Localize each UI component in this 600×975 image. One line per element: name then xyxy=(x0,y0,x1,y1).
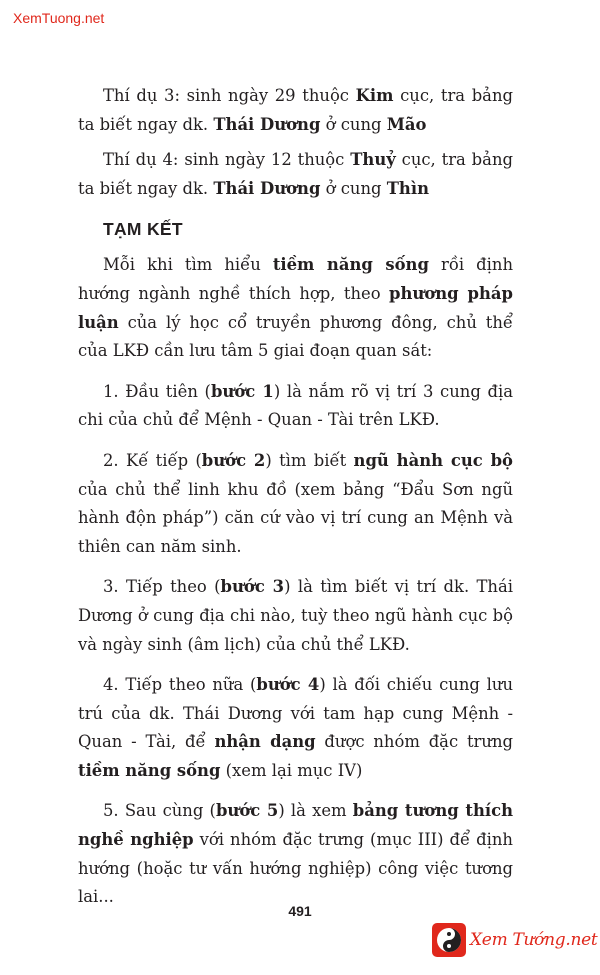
example-4-paragraph: Thí dụ 4: sinh ngày 12 thuộc Thuỷ cục, tra bảng ta biết ngay dk. Thái Dương ở cung Thìn xyxy=(78,150,513,198)
site-watermark: XemTuong.net xyxy=(13,10,105,26)
section-heading: TẠM KẾT xyxy=(103,219,183,240)
intro-paragraph: Mỗi khi tìm hiểu tiềm năng sống rồi định hướng ngành nghề thích hợp, theo phương pháp luận của lý học cổ truyền phương đông, chủ thể của LKĐ cần lưu tâm 5 giai đoạn quan sát: xyxy=(78,255,513,361)
page-body xyxy=(78,82,513,912)
step-1-paragraph: 1. Đầu tiên (bước 1) là nắm rõ vị trí 3 cung địa chi của chủ để Mệnh - Quan - Tài trên LKĐ. xyxy=(78,381,513,430)
site-logo xyxy=(432,922,597,958)
example-3-paragraph: Thí dụ 3: sinh ngày 29 thuộc Kim cục, tra bảng ta biết ngay dk. Thái Dương ở cung Mão xyxy=(78,86,514,134)
step-2-paragraph: 2. Kế tiếp (bước 2) tìm biết ngũ hành cục bộ của chủ thể linh khu đồ (xem bảng “Đẩu Sơn ngũ hành độn pháp”) căn cứ vào vị trí cung an Mệnh và thiên can năm sinh. xyxy=(78,450,513,556)
step-5-paragraph: 5. Sau cùng (bước 5) là xem bảng tương thích nghề nghiệp với nhóm đặc trưng (mục III) để định hướng (hoặc tư vấn hướng nghiệp) công việc tương lai... xyxy=(78,801,513,907)
page-number: 491 xyxy=(288,903,312,919)
yin-yang-icon xyxy=(432,923,466,957)
step-3-paragraph: 3. Tiếp theo (bước 3) là tìm biết vị trí dk. Thái Dương ở cung địa chi nào, tuỳ theo ngũ hành cục bộ và ngày sinh (âm lịch) của chủ thể LKĐ. xyxy=(78,577,514,654)
logo-text: Xem Tướng.net xyxy=(470,930,598,950)
step-4-paragraph: 4. Tiếp theo nữa (bước 4) là đối chiếu cung lưu trú của dk. Thái Dương với tam hạp cung Mệnh - Quan - Tài, để nhận dạng được nhóm đặc trưng tiềm năng sống (xem lại mục IV) xyxy=(78,675,513,780)
